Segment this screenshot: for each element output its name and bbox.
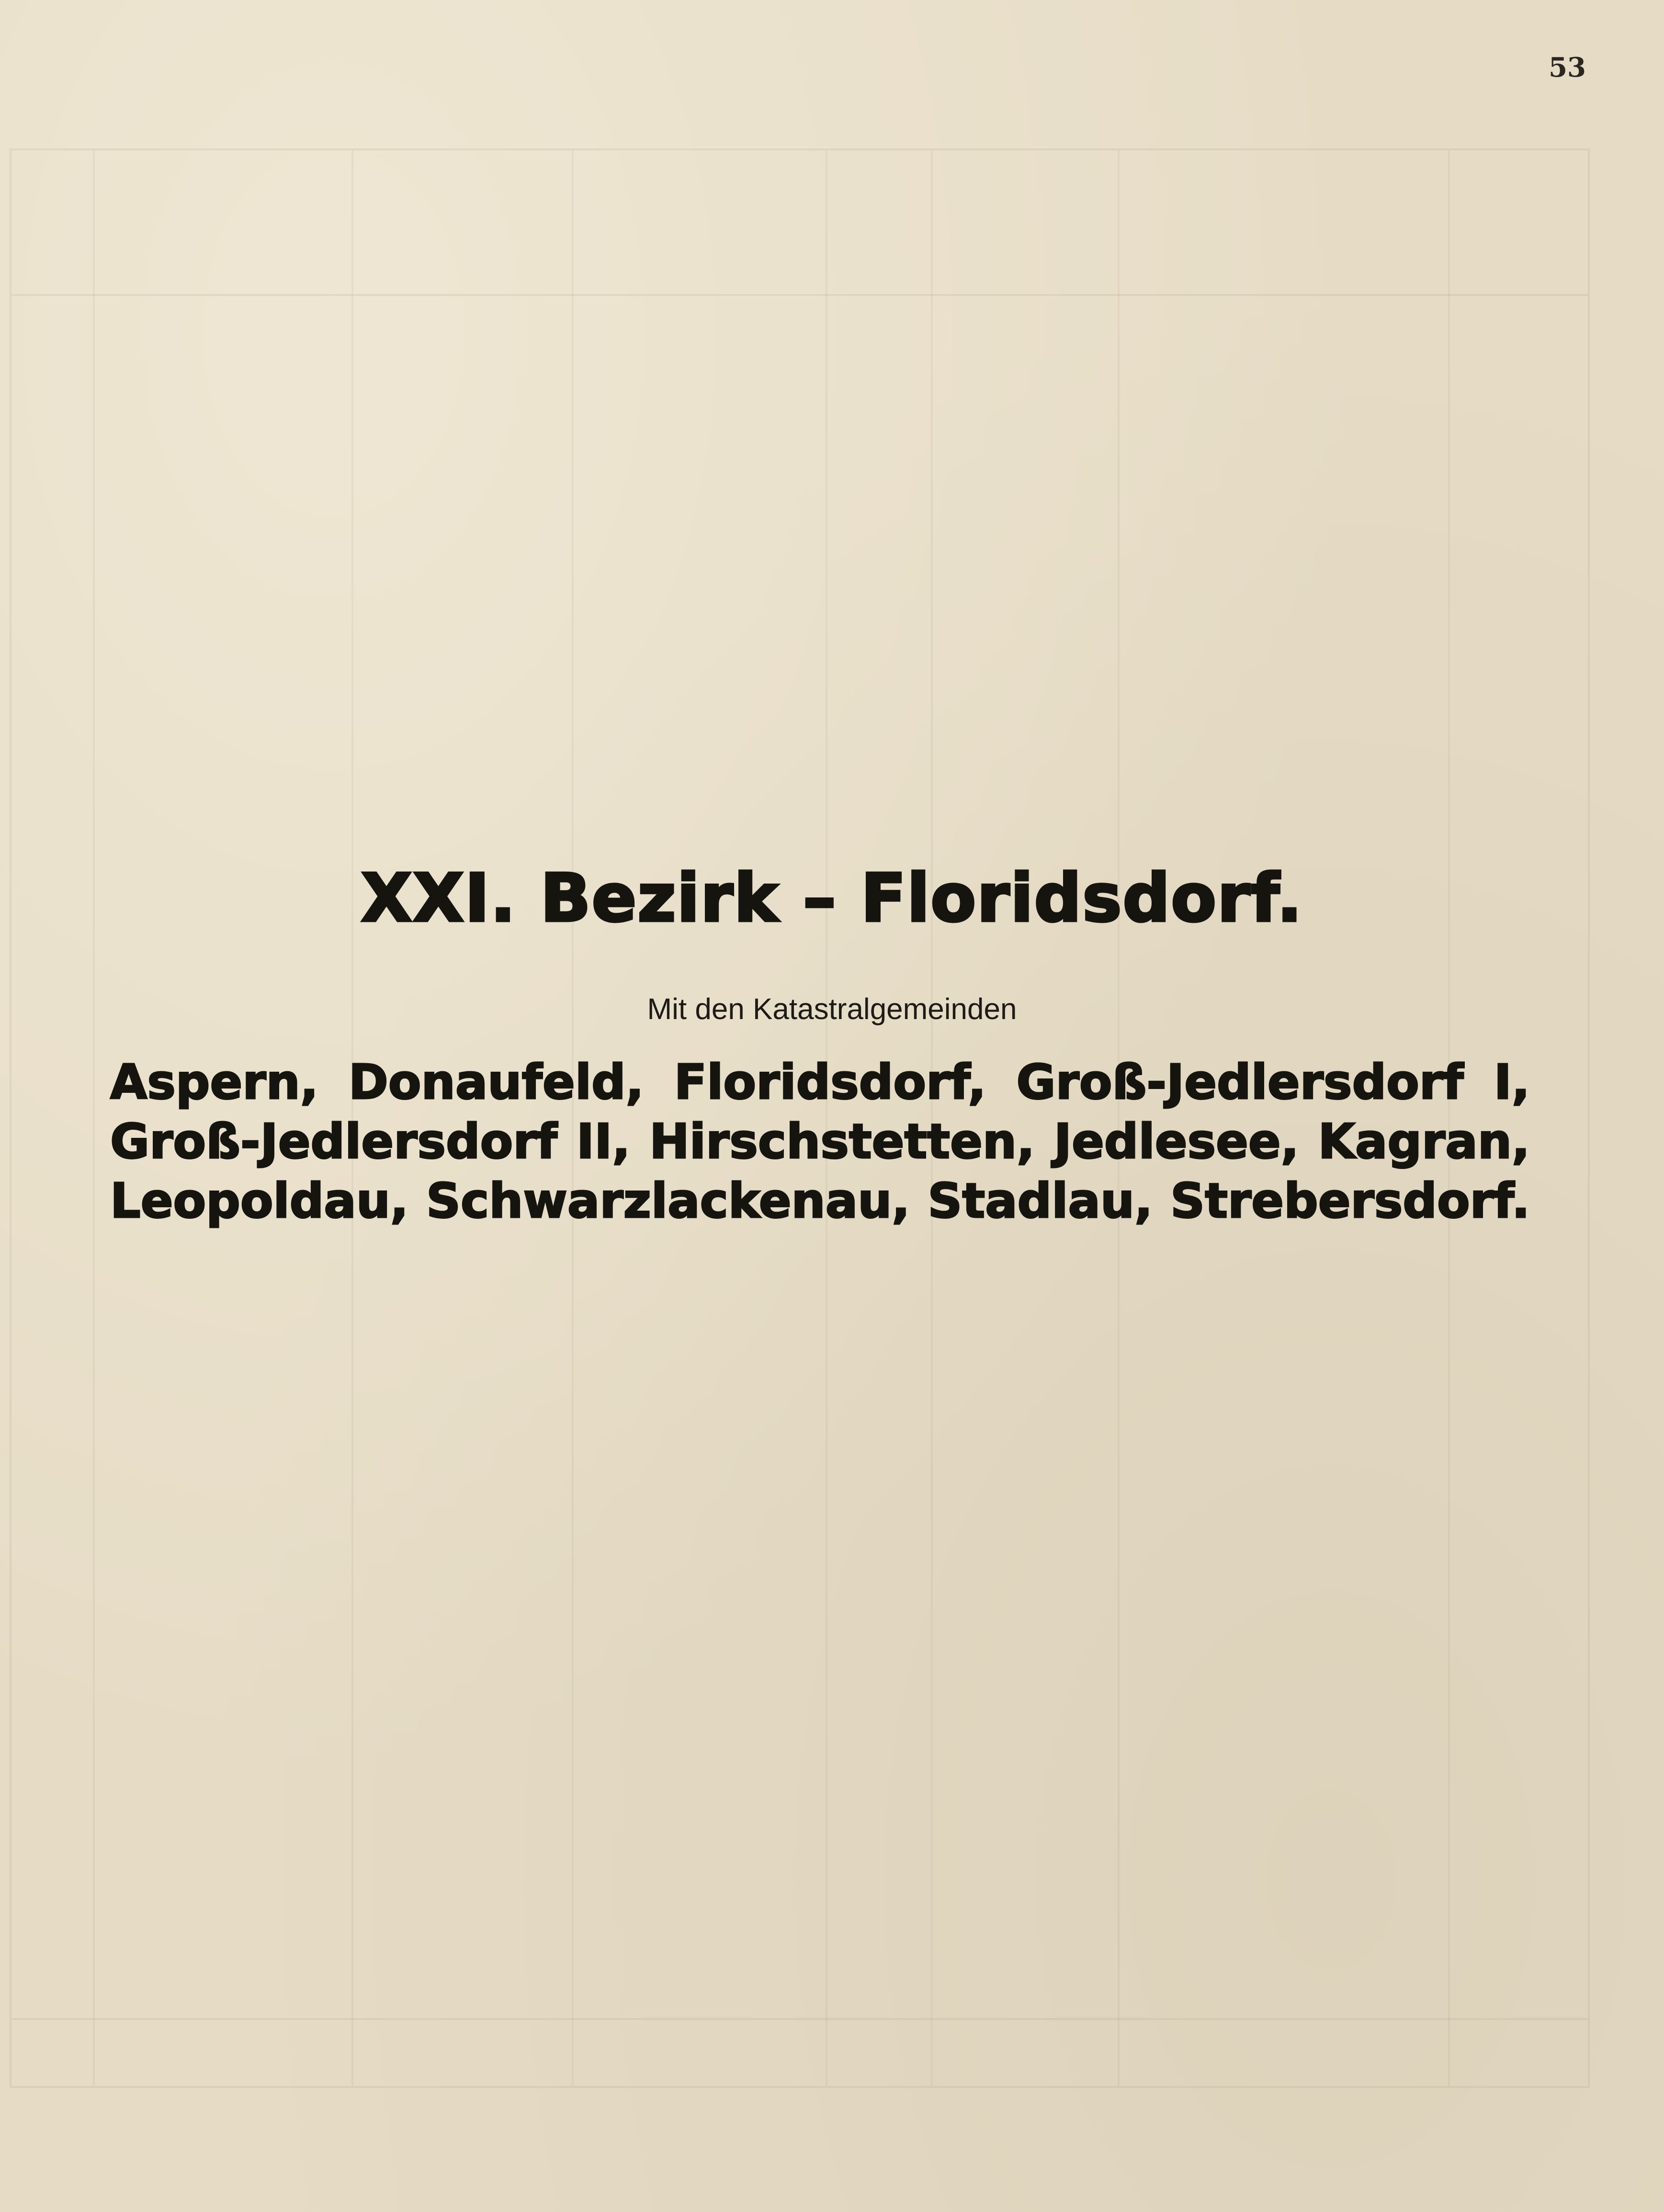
communities-line: Groß-Jedlersdorf II, Hirschstetten, Jedlesee, Kagran,	[110, 1113, 1530, 1169]
grid-line	[93, 150, 95, 2086]
grid-line	[11, 2018, 1588, 2020]
grid-line	[11, 294, 1588, 296]
communities-line: Leopoldau, Schwarzlackenau, Stadlau, Strebersdorf.	[110, 1173, 1530, 1229]
subtitle: Mit den Katastralgemeinden	[647, 993, 1017, 1026]
communities-line: Aspern, Donaufeld, Floridsdorf, Groß-Jedlersdorf I,	[110, 1054, 1530, 1110]
cadastral-communities-list	[110, 1053, 1530, 1231]
district-title: XXI. Bezirk – Floridsdorf.	[361, 860, 1303, 937]
page-number: 53	[1549, 52, 1586, 83]
